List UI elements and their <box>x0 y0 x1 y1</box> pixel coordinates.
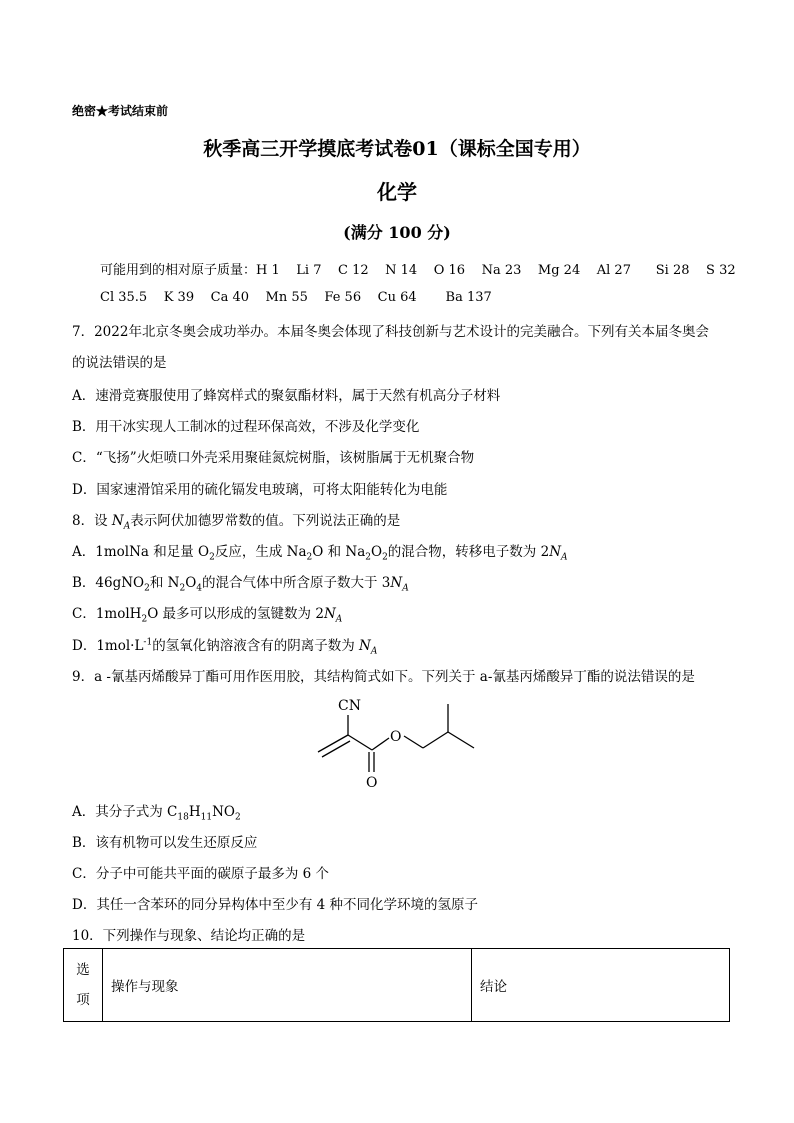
structural-formula <box>300 690 500 800</box>
q8-option-b: B．46gNO$_2$和 $N_2O_4$的混合气体中所含原子数大于 $3N_A$ <box>72 575 409 594</box>
vinyl-bond <box>318 735 348 752</box>
q8-option-d: D．$1mol\cdot L^{-1}$的氢氧化钠溶液含有的阴离子数为 $N_A$ <box>72 637 378 657</box>
q9-option-d: D．其任一含苯环的同分异构体中至少有 4 种不同化学环境的氢原子 <box>72 897 478 913</box>
q8-option-a: A．1molNa 和足量 $O_2$反应，生成 $Na_2O$ 和 $Na_2O_2$的混合物，转移电子数为 $2N_A$ <box>72 544 568 563</box>
vinyl-double-bond <box>322 741 350 757</box>
q7-option-b: B．用干冰实现人工制冰的过程环保高效，不涉及化学变化 <box>72 419 420 435</box>
atomic-mass-line-2: Cl 35.5 K 39 Ca 40 Mn 55 Fe 56 Cu 64 Ba 137 <box>100 290 492 305</box>
q7-option-c: C．“飞扬”火炬喷口外壳采用聚硅氮烷树脂，该树脂属于无机聚合物 <box>72 450 475 466</box>
ch2ch-bond <box>423 732 448 748</box>
q9-option-c: C．分子中可能共平面的碳原子最多为 6 个 <box>72 866 330 882</box>
header-conclusion: 结论 <box>472 949 730 1022</box>
carbonyl-bond <box>348 735 372 750</box>
q8-stem: 8．设 $N_A$表示阿伏加德罗常数的值。下列说法正确的是 <box>72 513 401 532</box>
och2-bond <box>404 736 423 748</box>
q8-option-c: C．1molH$_2$O 最多可以形成的氢键数为 $2N_A$ <box>72 606 343 625</box>
q7-stem-line-1: 7．2022年北京冬奥会成功举办。本届冬奥会体现了科技创新与艺术设计的完美融合。下列有关本届冬奥会 <box>72 324 709 340</box>
q7-option-d: D．国家速滑馆采用的硫化镉发电玻璃，可将太阳能转化为电能 <box>72 482 448 498</box>
cn-label: CN <box>338 698 361 714</box>
methyl-bond-2 <box>448 732 474 748</box>
carbonyl-oxygen-label: O <box>366 775 378 791</box>
ester-oxygen-label: O <box>390 729 402 745</box>
table-header-row <box>64 949 730 1022</box>
q7-option-a: A．速滑竞赛服使用了蜂窝样式的聚氨酯材料，属于天然有机高分子材料 <box>72 388 501 404</box>
q9-option-a: A．其分子式为 $C_{18}H_{11}NO_2$ <box>72 804 241 823</box>
q10-table <box>63 948 730 1022</box>
q7-stem-line-2: 的说法错误的是 <box>72 355 167 371</box>
confidential-label: 绝密★考试结束前 <box>72 104 169 118</box>
atomic-mass-line-1: 可能用到的相对原子质量：H 1 Li 7 C 12 N 14 O 16 Na 23 Mg 24 Al 27 Si 28 S 32 <box>100 263 736 278</box>
subject-title: 化学 <box>377 180 417 204</box>
header-option: 选 项 <box>64 949 103 1022</box>
header-operation: 操作与现象 <box>103 949 472 1022</box>
ester-bond <box>372 738 389 750</box>
q9-option-b: B．该有机物可以发生还原反应 <box>72 835 258 851</box>
full-score: (满分 100 分) <box>343 223 451 242</box>
q9-stem: 9．a -氰基丙烯酸异丁酯可用作医用胶，其结构简式如下。下列关于 a-氰基丙烯酸异丁酯的说法错误的是 <box>72 669 695 685</box>
exam-title: 秋季高三开学摸底考试卷01（课标全国专用） <box>203 138 591 160</box>
q10-stem: 10．下列操作与现象、结论均正确的是 <box>72 928 306 944</box>
